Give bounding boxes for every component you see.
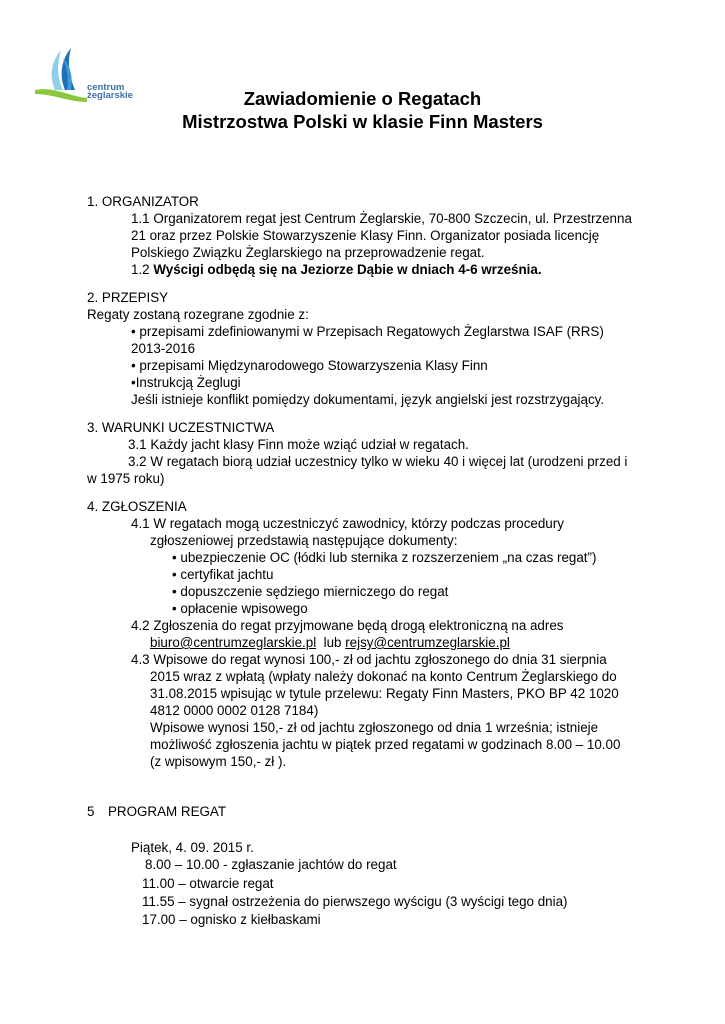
s2-intro: Regaty zostaną rozegrane zgodnie z: — [87, 307, 309, 322]
s5-event-4: 17.00 – ognisko z kiełbaskami — [142, 912, 321, 927]
section-3-heading: 3. WARUNKI UCZESTNICTWA — [87, 420, 275, 435]
document-subtitle: Mistrzostwa Polski w klasie Finn Masters — [182, 111, 543, 132]
section-5-heading: PROGRAM REGAT — [108, 804, 227, 819]
s1-line-4-bold: Wyścigi odbędą się na Jeziorze Dąbie w dniach 4-6 września. — [153, 262, 542, 277]
s4-line-2: zgłoszeniowej przedstawią następujące dokumenty: — [150, 533, 458, 548]
section-4-heading: 4. ZGŁOSZENIA — [87, 499, 187, 514]
s1-line-3: Polskiego Związku Żeglarskiego na przeprowadzenie regat. — [131, 245, 485, 260]
email-link-biuro[interactable]: biuro@centrumzeglarskie.pl — [150, 635, 317, 650]
section-1-heading: 1. ORGANIZATOR — [87, 194, 199, 209]
s4-bullet-3: • dopuszczenie sędziego mierniczego do regat — [172, 584, 449, 599]
s2-bullet-2: • przepisami Międzynarodowego Stowarzyszenia Klasy Finn — [131, 358, 488, 373]
s3-line-2: 3.2 W regatach biorą udział uczestnicy tylko w wieku 40 i więcej lat (urodzeni przed i — [128, 454, 628, 469]
s4-emails — [150, 634, 510, 651]
s1-line-1: 1.1 Organizatorem regat jest Centrum Żeglarskie, 70-800 Szczecin, ul. Przestrzenna — [131, 211, 632, 226]
s4-line-9: możliwość zgłoszenia jachtu w piątek przed regatami w godzinach 8.00 – 10.00 — [150, 737, 621, 752]
s2-note: Jeśli istnieje konflikt pomiędzy dokumentami, język angielski jest rozstrzygający. — [131, 392, 605, 407]
s4-bullet-2: • certyfikat jachtu — [172, 567, 274, 582]
s1-line-2: 21 oraz przez Polskie Stowarzyszenie Klasy Finn. Organizator posiada licencję — [131, 228, 600, 243]
s4-line-3: 4.2 Zgłoszenia do regat przyjmowane będą drogą elektroniczną na adres — [131, 618, 564, 633]
s2-bullet-1a: • przepisami zdefiniowanymi w Przepisach Regatowych Żeglarstwa ISAF (RRS) — [131, 324, 604, 339]
s1-line-4-prefix: 1.2 — [131, 262, 154, 277]
s5-event-2: 11.00 – otwarcie regat — [142, 876, 274, 891]
s4-line-5: 2015 wraz z wpłatą (wpłaty należy dokonać na konto Centrum Żeglarskiego do — [150, 669, 617, 684]
s4-line-6: 31.08.2015 wpisując w tytule przelewu: Regaty Finn Masters, PKO BP 42 1020 — [150, 686, 619, 701]
s5-event-1: 8.00 – 10.00 - zgłaszanie jachtów do regat — [145, 857, 397, 872]
s2-bullet-3: •Instrukcją Żeglugi — [131, 375, 241, 390]
s4-bullet-4: • opłacenie wpisowego — [172, 601, 308, 616]
document-title: Zawiadomienie o Regatach — [243, 88, 482, 109]
logo-line-2: żeglarskie — [87, 90, 133, 101]
s4-line-7: 4812 0000 0002 0128 7184) — [150, 703, 319, 718]
s4-line-10: (z wpisowym 150,- zł ). — [150, 754, 287, 769]
s4-line-4: 4.3 Wpisowe do regat wynosi 100,- zł od jachtu zgłoszonego do dnia 31 sierpnia — [131, 652, 607, 667]
s3-line-1: 3.1 Każdy jacht klasy Finn może wziąć udział w regatach. — [128, 437, 469, 452]
s4-bullet-1: • ubezpieczenie OC (łódki lub sternika z rozszerzeniem „na czas regat”) — [172, 550, 597, 565]
s3-line-3: w 1975 roku) — [87, 471, 165, 486]
s5-day: Piątek, 4. 09. 2015 r. — [131, 840, 254, 855]
s1-line-4 — [131, 261, 542, 278]
s4-line-8: Wpisowe wynosi 150,- zł od jachtu zgłoszonego od dnia 1 września; istnieje — [150, 720, 599, 735]
s2-bullet-1b: 2013-2016 — [131, 341, 196, 356]
s5-event-3: 11.55 – sygnał ostrzeżenia do pierwszego wyścigu (3 wyścigi tego dnia) — [142, 894, 568, 909]
section-2-heading: 2. PRZEPISY — [87, 290, 169, 305]
section-5-number: 5 — [87, 804, 95, 819]
email-link-rejsy[interactable]: rejsy@centrumzeglarskie.pl — [345, 635, 510, 650]
logo-line-1: centrum — [87, 82, 125, 93]
s4-line-1: 4.1 W regatach mogą uczestniczyć zawodnicy, którzy podczas procedury — [131, 516, 564, 531]
email-separator: lub — [316, 635, 346, 650]
